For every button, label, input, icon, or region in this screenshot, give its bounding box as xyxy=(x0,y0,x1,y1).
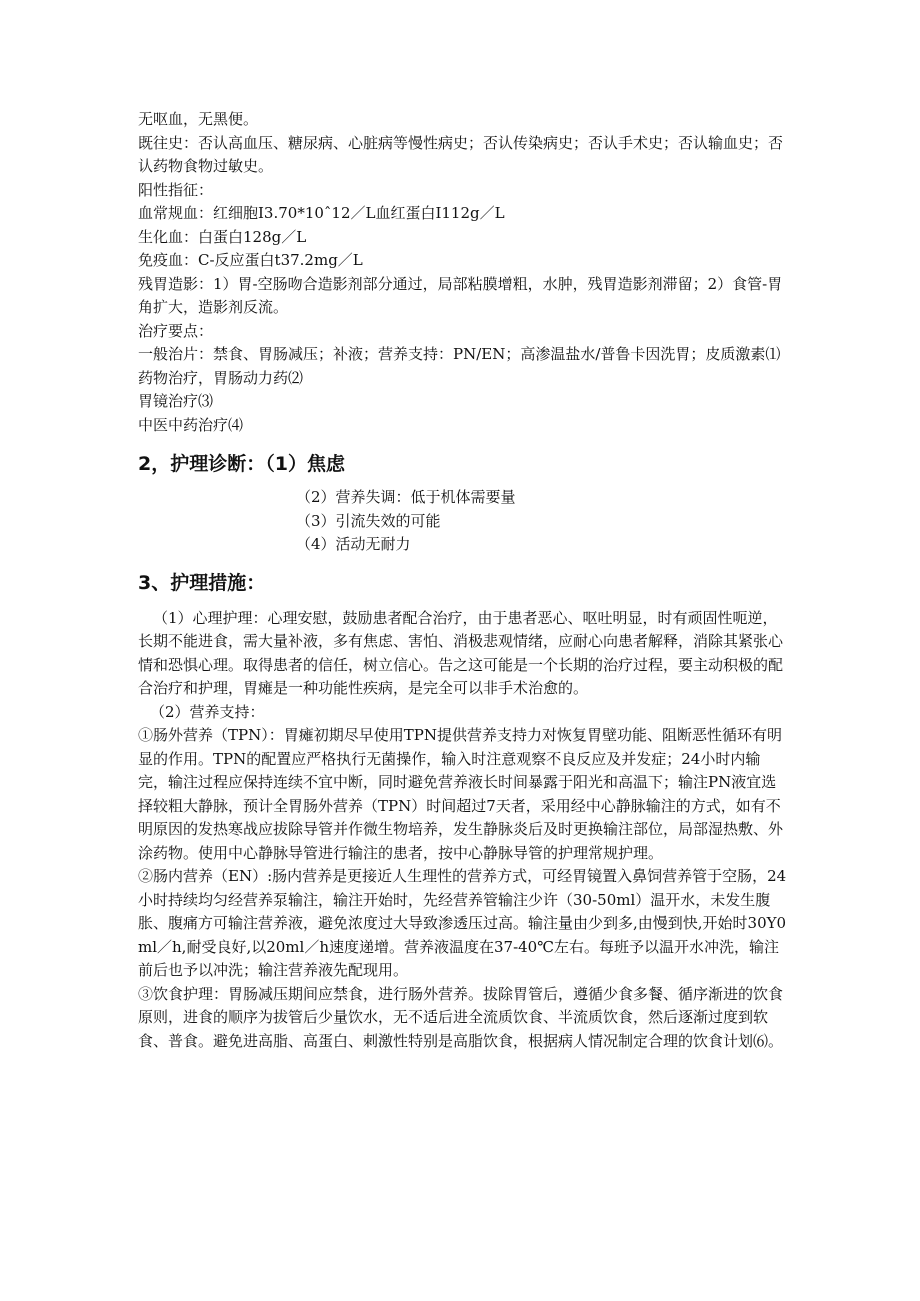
enteral-nutrition: ②肠内营养（EN）:肠内营养是更接近人生理性的营养方式，可经胃镜置入鼻饲营养管于空肠，24小时持续均匀经营养泵输注，输注开始时，先经营养管输注少许（30-50ml）温开水，未发生腹胀、腹痛方可输注营养液，避免浓度过大导致渗透压过高。输注量由少到多,由慢到快,开始时30Y0ml／h,耐受良好,以20ml／h速度递增。营养液温度在37-40℃左右。每班予以温开水冲洗，输注前后也予以冲洗；输注营养液先配现用。 xyxy=(138,867,787,979)
treatment-drug: 药物治疗，胃肠动力药⑵ xyxy=(138,368,304,387)
treatment-tcm: 中医中药治疗⑷ xyxy=(138,415,244,434)
positive-signs-label: 阳性指征： xyxy=(138,180,214,199)
biochemistry: 生化血：白蛋白128g／L xyxy=(138,227,307,246)
residual-stomach-imaging: 残胃造影：1）胃-空肠吻合造影剂部分通过，局部粘膜增粗，水肿，残胃造影剂滞留；2）食管-胃角扩大，造影剂反流。 xyxy=(138,274,783,316)
treatment-endoscopy: 胃镜治疗⑶ xyxy=(138,392,214,410)
treatment-general: 一般治片：禁食、胃肠减压；补液；营养支持：PN/EN；高渗温盐水/普鲁卡因洗胃；皮质激素⑴ xyxy=(138,345,781,363)
diagnosis-item: （4）活动无耐力 xyxy=(296,535,411,553)
parenteral-nutrition: ①肠外营养（TPN）：胃瘫初期尽早使用TPN提供营养支持力对恢复胃壁功能、阻断恶性循环有明显的作用。TPN的配置应严格执行无菌操作，输入时注意观察不良反应及并发症；24小时内输完，输注过程应保持连续不宜中断，同时避免营养液长时间暴露于阳光和高温下；输注PN液宜选择较粗大静脉，预计全胃肠外营养（TPN）时间超过7天者，采用经中心静脉输注的方式，如有不明原因的发热寒战应拔除导管并作微生物培养，发生静脉炎后及时更换输注部位，局部湿热敷、外涂药物。使用中心静脉导管进行输注的患者，按中心静脉导管的护理常规护理。 xyxy=(138,726,784,862)
diet-care: ③饮食护理：胃肠减压期间应禁食，进行肠外营养。拔除胃管后，遵循少食多餐、循序渐进的饮食原则，进食的顺序为拔管后少量饮水，无不适后进全流质饮食、半流质饮食，然后逐渐过度到软食、普食。避免进高脂、高蛋白、刺激性特别是高脂饮食，根据病人情况制定合理的饮食计划⑹。 xyxy=(138,984,784,1050)
treatment-label: 治疗要点： xyxy=(138,321,214,340)
document-page xyxy=(138,108,790,1053)
nutrition-support-label: （2）营养支持： xyxy=(150,702,265,721)
diagnosis-item: （2）营养失调：低于机体需要量 xyxy=(296,488,516,506)
nursing-diagnosis-heading: 2，护理诊断：（1）焦虑 xyxy=(138,453,345,475)
nursing-diagnosis-list xyxy=(138,486,790,557)
past-history: 既往史：否认高血压、糖尿病、心脏病等慢性病史；否认传染病史；否认手术史；否认输血史；否认药物食物过敏史。 xyxy=(138,133,784,175)
psychological-care: （1）心理护理：心理安慰，鼓励患者配合治疗，由于患者恶心、呕吐明显，时有顽固性呃逆，长期不能进食，需大量补液，多有焦虑、害怕、消极悲观情绪，应耐心向患者解释，消除其紧张心情和恐惧心理。取得患者的信任，树立信心。告之这可能是一个长期的治疗过程，要主动积极的配合治疗和护理，胃瘫是一种功能性疾病，是完全可以非手术治愈的。 xyxy=(138,608,784,697)
blood-routine: 血常规血：红细胞I3.70*10ˆ12／L血红蛋白I112g／L xyxy=(138,204,505,222)
diagnosis-item: （3）引流失效的可能 xyxy=(296,511,441,530)
history-line: 无呕血，无黑便。 xyxy=(138,110,259,128)
immunology: 免疫血：C-反应蛋白t37.2mg／L xyxy=(138,251,363,269)
nursing-measures-heading: 3、护理措施： xyxy=(138,571,266,594)
